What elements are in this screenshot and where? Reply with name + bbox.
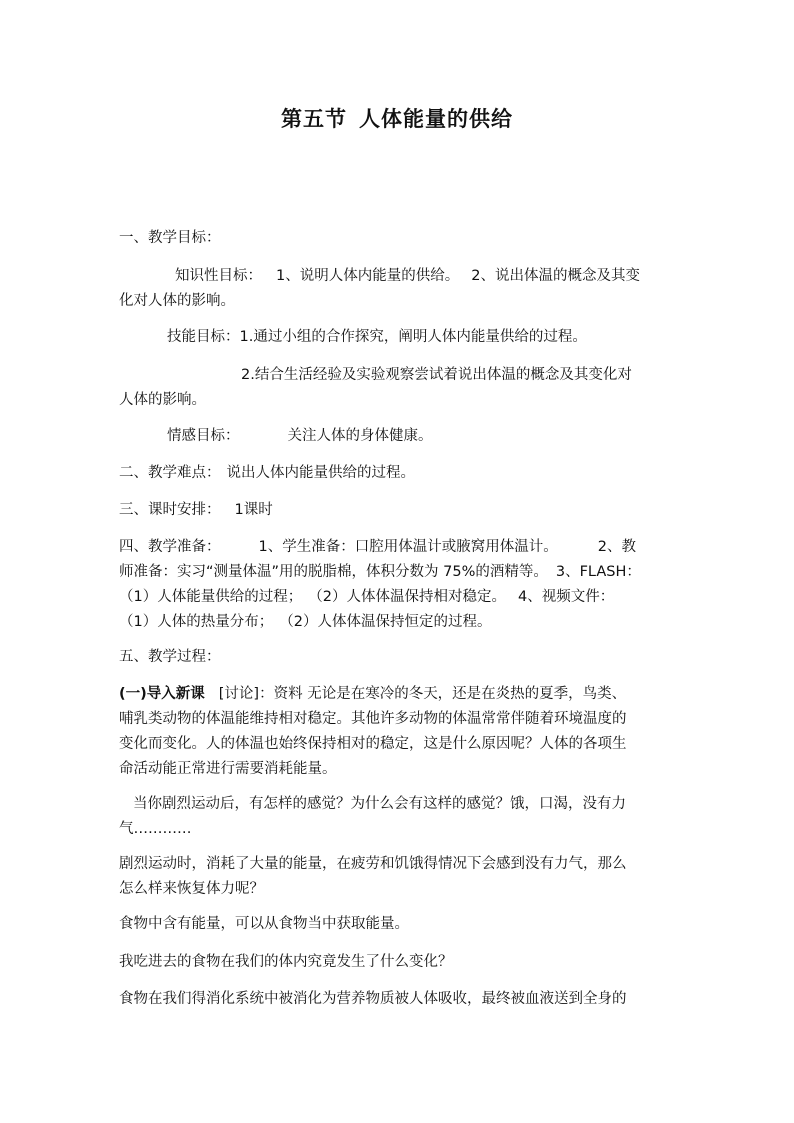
emotion-label: 情感目标：	[167, 428, 240, 444]
prep-item-2b: 师准备：实习“测量体温”用的脱脂棉，体积分数为 75%的酒精等。	[119, 564, 548, 580]
difficulty-line	[119, 461, 681, 486]
prep-item-1: 1、学生准备：口腔用体温计或腋窝用体温计。	[258, 539, 558, 555]
intro-paragraph	[119, 682, 681, 782]
intro-line-2: 哺乳类动物的体温能维持相对稳定。其他许多动物的体温常常伴随着环境温度的	[119, 711, 627, 727]
skill-label: 技能目标：	[167, 329, 240, 345]
preparation-block	[119, 535, 681, 635]
prep-item-3a: （1）人体能量供给的过程；	[119, 589, 303, 605]
page-title	[0, 103, 794, 133]
food-energy-paragraph: 食物中含有能量，可以从食物当中获取能量。	[119, 916, 409, 932]
skill-item-1: 1.通过小组的合作探究，阐明人体内能量供给的过程。	[239, 329, 587, 345]
exercise-paragraph	[119, 852, 681, 902]
emotion-text: 关注人体的身体健康。	[287, 428, 433, 444]
intro-line-3: 变化而变化。人的体温也始终保持相对的稳定，这是什么原因呢？人体的各项生	[119, 736, 627, 752]
knowledge-item-1: 1、说明人体内能量的供给。	[276, 268, 460, 284]
knowledge-label: 知识性目标：	[175, 268, 262, 284]
prep-item-4: 4、视频文件：	[517, 589, 615, 605]
knowledge-item-2b: 化对人体的影响。	[119, 293, 235, 309]
heading-schedule: 三、课时安排：	[119, 502, 221, 518]
question-line-1: 当你剧烈运动后，有怎样的感觉？为什么会有这样的感觉？饿，口渴，没有力	[133, 796, 626, 812]
exercise-line-1: 剧烈运动时，消耗了大量的能量，在疲劳和饥饿得情况下会感到没有力气，那么	[119, 856, 627, 872]
prep-item-3b: （2）人体体温保持相对稳定。	[308, 589, 506, 605]
question-paragraph	[119, 792, 681, 842]
schedule-line	[119, 498, 681, 523]
schedule-text: 1课时	[234, 502, 273, 518]
prep-item-4b: （2）人体体温保持恒定的过程。	[279, 614, 492, 630]
food-change-paragraph: 我吃进去的食物在我们的体内究竟发生了什么变化？	[119, 954, 453, 970]
prep-item-2a: 2、教	[597, 539, 636, 555]
question-line-2: 气…………	[119, 821, 192, 837]
skill-objective-1	[119, 325, 681, 350]
intro-line-4: 命活动能正常进行需要消耗能量。	[119, 761, 337, 777]
heading-preparation: 四、教学准备：	[119, 539, 221, 555]
knowledge-objective	[119, 264, 681, 314]
emotion-objective	[119, 424, 681, 449]
title-section-number: 第五节	[281, 106, 347, 131]
knowledge-item-2a: 2、说出体温的概念及其变	[471, 268, 640, 284]
difficulty-text: 说出人体内能量供给的过程。	[226, 465, 415, 481]
digestion-paragraph: 食物在我们得消化系统中被消化为营养物质被人体吸收，最终被血液送到全身的	[119, 991, 627, 1007]
heading-process: 五、教学过程：	[119, 649, 221, 665]
heading-difficulty: 二、教学难点：	[119, 465, 221, 481]
exercise-line-2: 怎么样来恢复体力呢？	[119, 881, 264, 897]
skill-item-2a: 2.结合生活经验及实验观察尝试着说出体温的概念及其变化对	[241, 367, 632, 383]
heading-objectives: 一、教学目标：	[119, 230, 221, 246]
prep-item-3: 3、FLASH：	[555, 564, 641, 580]
prep-item-4a: （1）人体的热量分布；	[119, 614, 274, 630]
skill-objective-2	[119, 363, 681, 413]
skill-item-2b: 人体的影响。	[119, 392, 206, 408]
intro-heading: (一)导入新课	[119, 686, 205, 702]
intro-line-1: [讨论]：资料 无论是在寒冷的冬天，还是在炎热的夏季，鸟类、	[218, 686, 627, 702]
title-text: 人体能量的供给	[359, 106, 513, 131]
